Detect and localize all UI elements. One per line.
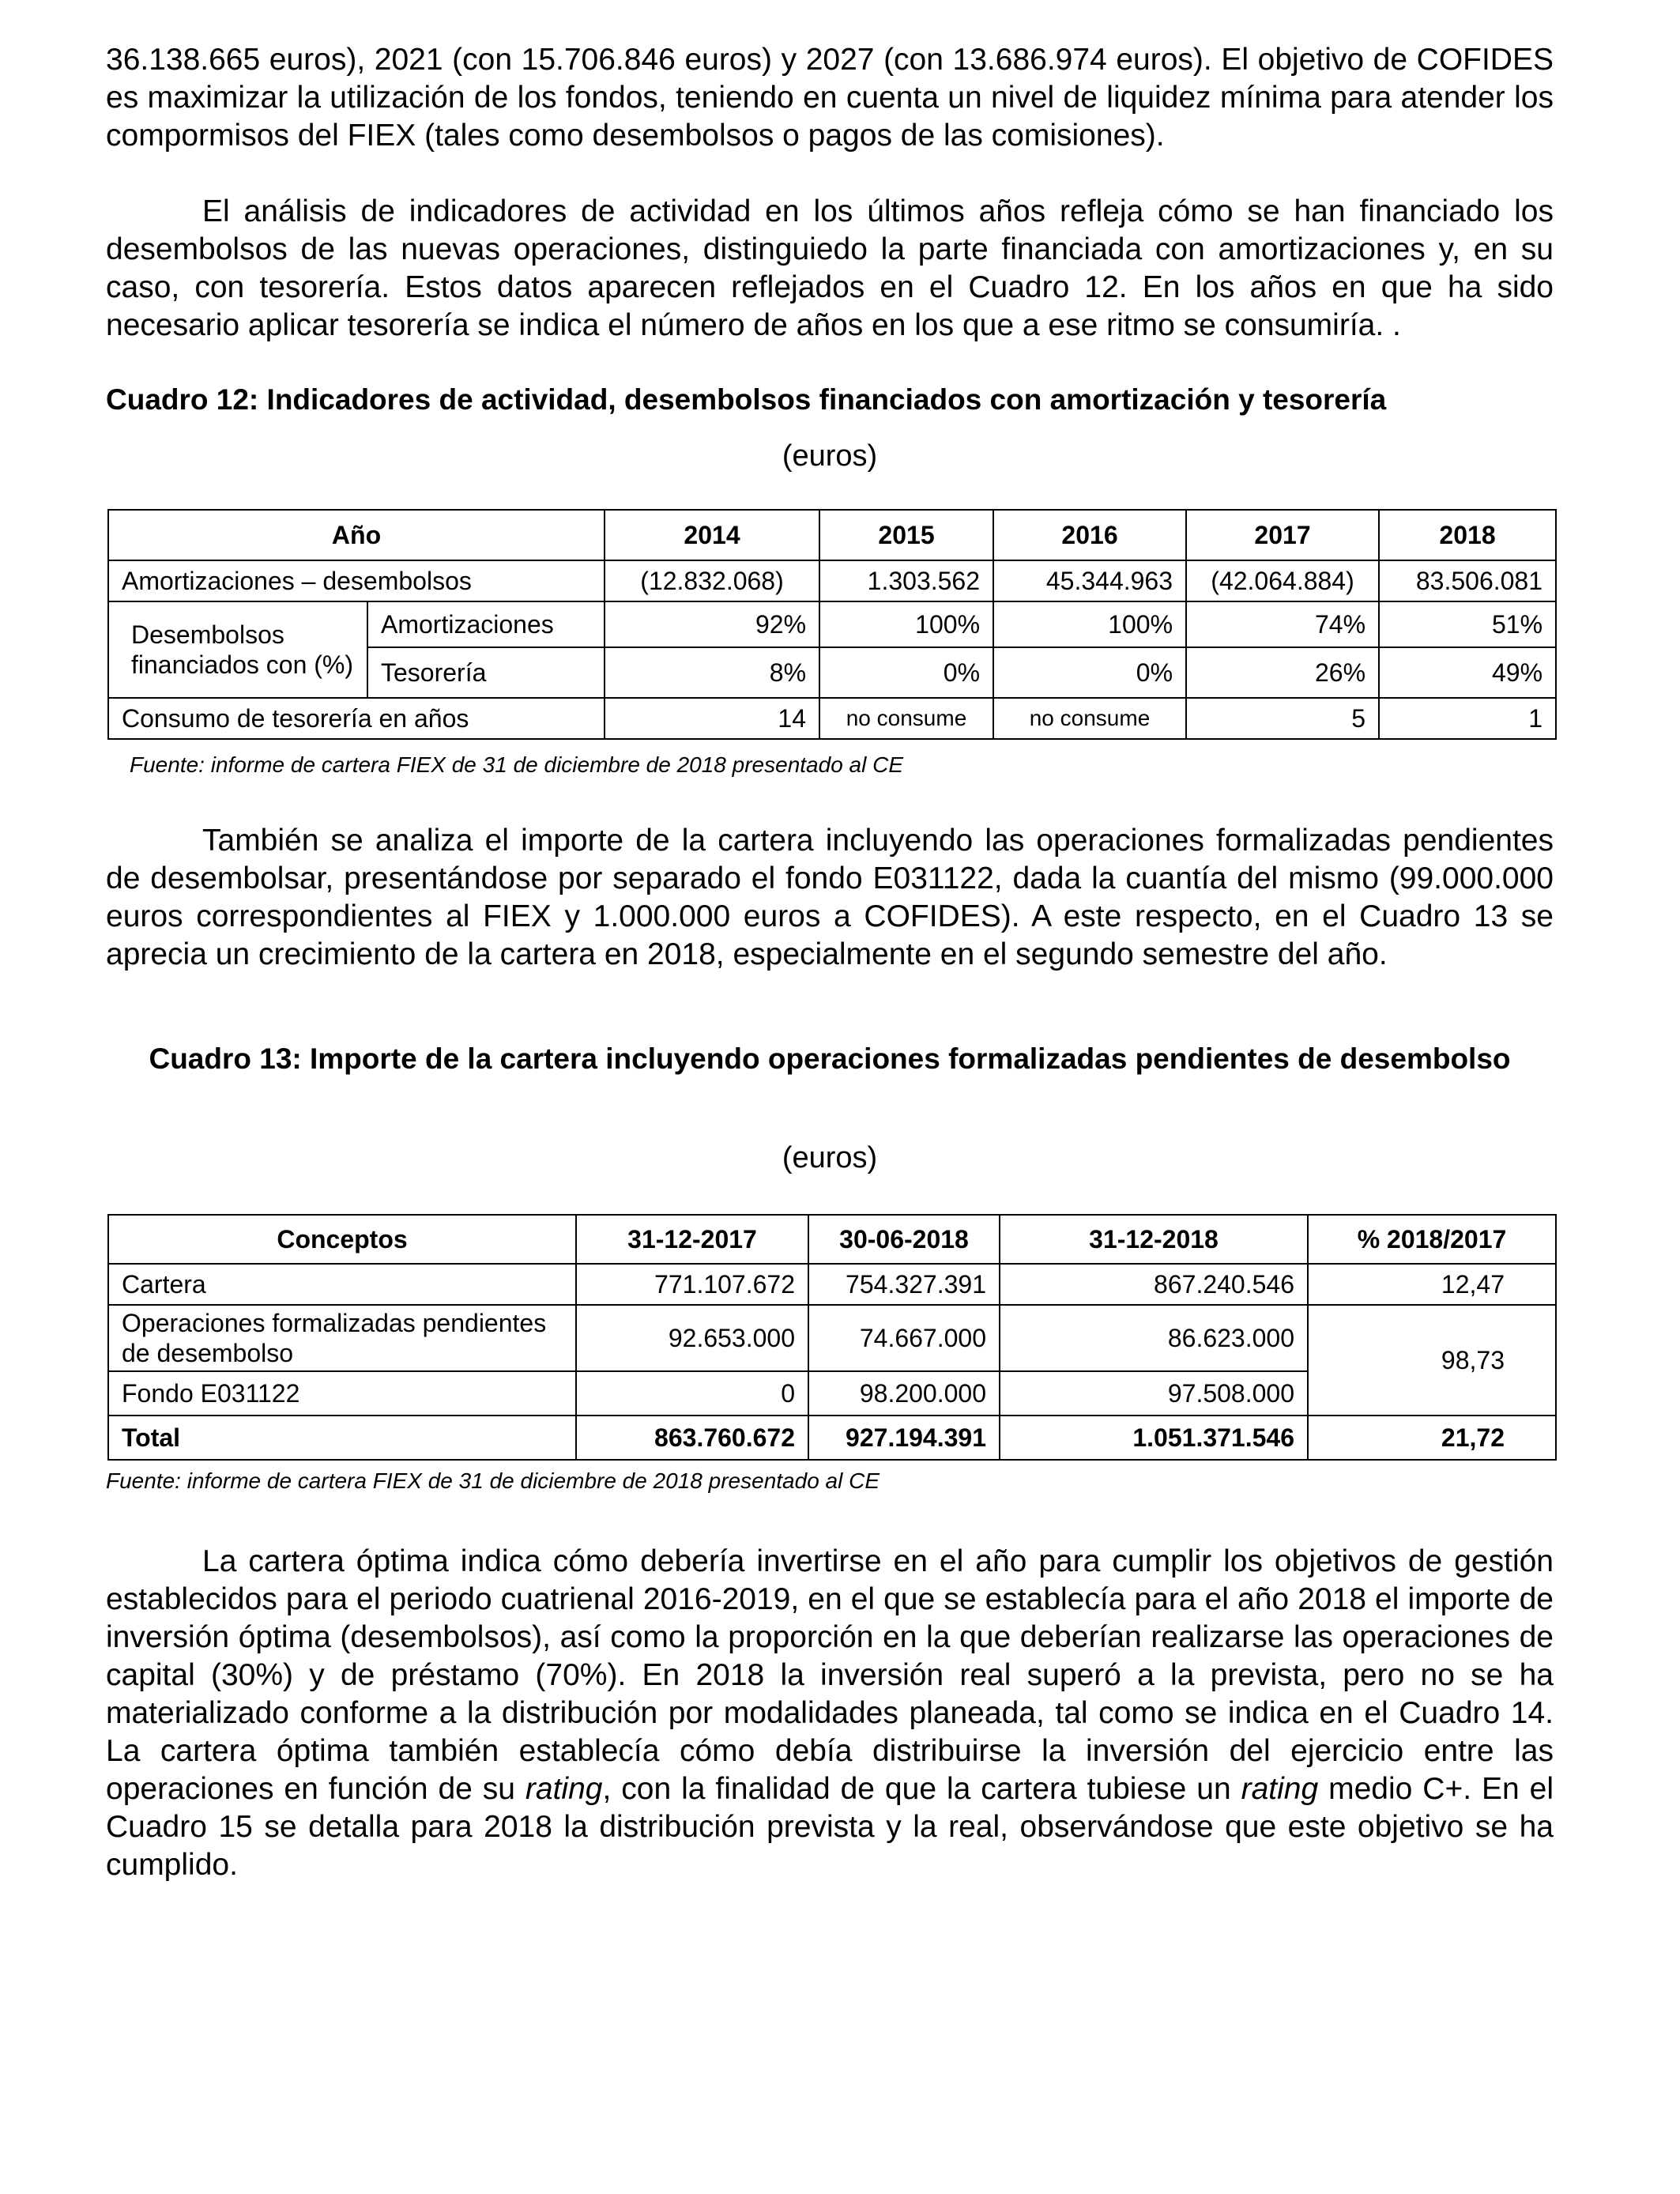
table-cell: 100% xyxy=(993,601,1186,647)
cuadro-13-source: Fuente: informe de cartera FIEX de 31 de diciembre de 2018 presentado al CE xyxy=(106,1468,880,1493)
table-cell: 771.107.672 xyxy=(576,1264,808,1305)
row-label: Fondo E031122 xyxy=(108,1371,576,1416)
paragraph-1: 36.138.665 euros), 2021 (con 15.706.846 euros) y 2027 (con 13.686.974 euros). El objetivo de COFIDES es maximizar la utilización de los fondos, teniendo en cuenta un nivel de liquidez mínima para atender los compormisos del FIEX (tales como desembolsos o pagos de las comisiones). xyxy=(106,43,1554,153)
table-header-row xyxy=(108,510,1556,560)
header-year: 2017 xyxy=(1186,510,1379,560)
row-label: Total xyxy=(108,1416,576,1460)
table-cell: 754.327.391 xyxy=(808,1264,1000,1305)
table-row xyxy=(108,1264,1556,1305)
table-cell: 83.506.081 xyxy=(1379,560,1556,601)
cuadro-13-units: (euros) xyxy=(782,1141,878,1174)
header-col: % 2018/2017 xyxy=(1308,1215,1556,1264)
header-year: 2016 xyxy=(993,510,1186,560)
paragraph-4-text-c: medio C+. En el Cuadro 15 se detalla para 2018 la distribución prevista y la real, observándose que este objetivo se ha cumplido. xyxy=(106,1772,1554,1882)
table-header-row xyxy=(108,1215,1556,1264)
row-label: Operaciones formalizadas pendientes de desembolso xyxy=(108,1305,576,1371)
table-cell: 8% xyxy=(605,647,819,698)
paragraph-4-text-b: , con la finalidad de que la cartera tubiese un xyxy=(602,1772,1241,1806)
row-group-label: Desembolsos financiados con (%) xyxy=(108,601,367,698)
cuadro-12-table xyxy=(107,509,1557,740)
table-cell-merged: 98,73 xyxy=(1308,1305,1556,1416)
table-cell: 5 xyxy=(1186,698,1379,739)
cuadro-13-title: Cuadro 13: Importe de la cartera incluyendo operaciones formalizadas pendientes de desembolso xyxy=(149,1042,1511,1075)
row-label: Tesorería xyxy=(367,647,605,698)
table-cell: 1.303.562 xyxy=(819,560,993,601)
table-row xyxy=(108,560,1556,601)
table-cell: 100% xyxy=(819,601,993,647)
table-cell: 97.508.000 xyxy=(1000,1371,1308,1416)
table-cell: 1.051.371.546 xyxy=(1000,1416,1308,1460)
header-year: 2015 xyxy=(819,510,993,560)
table-cell: 21,72 xyxy=(1308,1416,1556,1460)
table-cell: 92% xyxy=(605,601,819,647)
table-cell: 49% xyxy=(1379,647,1556,698)
table-cell: 867.240.546 xyxy=(1000,1264,1308,1305)
paragraph-4-emphasis: rating xyxy=(525,1772,603,1806)
row-label: Amortizaciones xyxy=(367,601,605,647)
cuadro-12-source: Fuente: informe de cartera FIEX de 31 de diciembre de 2018 presentado al CE xyxy=(130,752,904,777)
table-cell: 98.200.000 xyxy=(808,1371,1000,1416)
table-row xyxy=(108,1305,1556,1371)
table-cell: 0% xyxy=(819,647,993,698)
table-total-row xyxy=(108,1416,1556,1460)
row-label: Consumo de tesorería en años xyxy=(108,698,605,739)
table-cell: no consume xyxy=(819,698,993,739)
header-year: 2014 xyxy=(605,510,819,560)
paragraph-4 xyxy=(106,1543,1554,1884)
paragraph-4-text-a: La cartera óptima indica cómo debería invertirse en el año para cumplir los objetivos de gestión establecidos para el periodo cuatrienal 2016-2019, en el que se establecía para el año 2018 el importe de inversión óptima (desembolsos), así como la proporción en la que deberían realizarse las operaciones de capital (30%) y de préstamo (70%). En 2018 la inversión real superó a la prevista, pero no se ha materializado conforme a la distribución por modalidades planeada, tal como se indica en el Cuadro 14. La cartera óptima también establecía cómo debía distribuirse la inversión del ejercicio entre las operaciones en función de su xyxy=(106,1544,1554,1806)
cuadro-13-table xyxy=(107,1214,1557,1461)
table-row xyxy=(108,698,1556,739)
paragraph-3 xyxy=(106,822,1554,974)
table-cell: no consume xyxy=(993,698,1186,739)
table-cell: 86.623.000 xyxy=(1000,1305,1308,1371)
table-cell: 1 xyxy=(1379,698,1556,739)
header-col: 31-12-2017 xyxy=(576,1215,808,1264)
header-col: 31-12-2018 xyxy=(1000,1215,1308,1264)
table-cell: 51% xyxy=(1379,601,1556,647)
header-conceptos: Conceptos xyxy=(108,1215,576,1264)
paragraph-3-text: También se analiza el importe de la cartera incluyendo las operaciones formalizadas pendientes de desembolsar, presentándose por separado el fondo E031122, dada la cuantía del mismo (99.000.000 euros correspondientes al FIEX y 1.000.000 euros a COFIDES). A este respecto, en el Cuadro 13 se aprecia un crecimiento de la cartera en 2018, especialmente en el segundo semestre del año. xyxy=(106,824,1554,971)
cuadro-12-units: (euros) xyxy=(782,439,878,473)
header-year: 2018 xyxy=(1379,510,1556,560)
header-col: 30-06-2018 xyxy=(808,1215,1000,1264)
table-cell: 74% xyxy=(1186,601,1379,647)
header-ano: Año xyxy=(108,510,605,560)
table-cell: (12.832.068) xyxy=(605,560,819,601)
table-cell: (42.064.884) xyxy=(1186,560,1379,601)
paragraph-2 xyxy=(106,193,1554,345)
table-cell: 863.760.672 xyxy=(576,1416,808,1460)
row-label: Amortizaciones – desembolsos xyxy=(108,560,605,601)
paragraph-2-text: El análisis de indicadores de actividad en los últimos años refleja cómo se han financiado los desembolsos de las nuevas operaciones, distinguiedo la parte financiada con amortizaciones y, en su caso, con tesorería. Estos datos aparecen reflejados en el Cuadro 12. En los años en que ha sido necesario aplicar tesorería se indica el número de años en los que a ese ritmo se consumiría. . xyxy=(106,194,1554,342)
table-cell: 14 xyxy=(605,698,819,739)
cuadro-12-title: Cuadro 12: Indicadores de actividad, desembolsos financiados con amortización y tesorería xyxy=(106,383,1387,416)
table-cell: 92.653.000 xyxy=(576,1305,808,1371)
row-label: Cartera xyxy=(108,1264,576,1305)
table-cell: 74.667.000 xyxy=(808,1305,1000,1371)
table-cell: 26% xyxy=(1186,647,1379,698)
table-cell: 12,47 xyxy=(1308,1264,1556,1305)
table-cell: 0% xyxy=(993,647,1186,698)
paragraph-4-emphasis: rating xyxy=(1241,1772,1319,1806)
table-cell: 45.344.963 xyxy=(993,560,1186,601)
table-cell: 0 xyxy=(576,1371,808,1416)
table-row xyxy=(108,601,1556,647)
table-cell: 927.194.391 xyxy=(808,1416,1000,1460)
